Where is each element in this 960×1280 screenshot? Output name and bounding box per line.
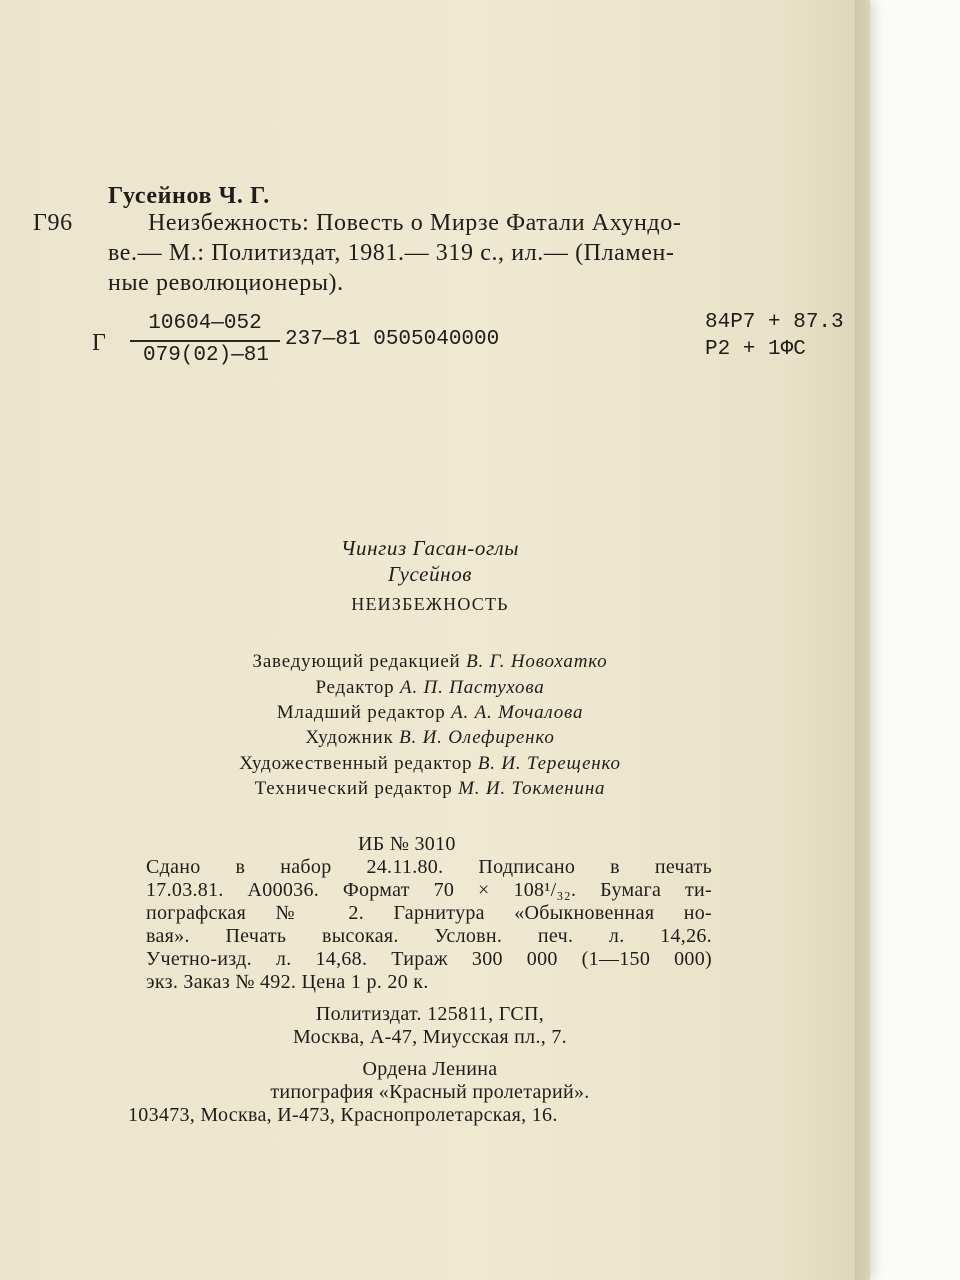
credit-person: В. И. Терещенко xyxy=(477,753,621,774)
credit-line-1 xyxy=(130,651,730,673)
credit-person: М. И. Токменина xyxy=(458,778,606,799)
author-name-line-2: Гусейнов xyxy=(387,562,473,586)
credit-role: Художественный редактор xyxy=(239,753,473,774)
description-line-2: ве.— М.: Политиздат, 1981.— 319 с., ил.— (Пламен- xyxy=(108,240,675,266)
imprint-line-5: Учетно-изд. л. 14,68. Тираж 300 000 (1—150 000) xyxy=(146,948,712,970)
credit-person: А. А. Мочалова xyxy=(451,702,584,723)
credit-person: А. П. Пастухова xyxy=(400,677,545,698)
shelf-code: Г96 xyxy=(33,210,73,236)
description-line-1: Неизбежность: Повесть о Мирзе Фатали Ахундо- xyxy=(148,210,682,236)
imprint-line-3: пографская № 2. Гарнитура «Обыкновенная но- xyxy=(146,902,712,924)
author-heading: Гусейнов Ч. Г. xyxy=(108,183,270,209)
description-line-3: ные революционеры). xyxy=(108,270,344,296)
credit-role: Младший редактор xyxy=(276,702,446,723)
fraction-line xyxy=(130,340,280,342)
index-letter: Г xyxy=(92,330,107,356)
printer-line-2: типография «Красный пролетарий». xyxy=(270,1081,590,1103)
credit-role: Художник xyxy=(305,727,394,748)
credit-line-4 xyxy=(130,727,730,749)
imprint-line-1: Сдано в набор 24.11.80. Подписано в печать xyxy=(146,856,712,878)
printer-line-3: 103473, Москва, И-473, Краснопролетарская, 16. xyxy=(128,1104,558,1126)
credit-role: Технический редактор xyxy=(254,778,453,799)
index-numbers: 237—81 0505040000 xyxy=(285,328,500,351)
publisher-line-1: Политиздат. 125811, ГСП, xyxy=(315,1003,545,1025)
book-title: НЕИЗБЕЖНОСТЬ xyxy=(351,594,509,614)
imprint-line-4: вая». Печать высокая. Условн. печ. л. 14,26. xyxy=(146,925,712,947)
classification-line-1: 84Р7 + 87.3 xyxy=(705,311,844,334)
ib-number: ИБ № 3010 xyxy=(358,833,456,855)
fraction-numerator: 10604—052 xyxy=(148,312,262,335)
classification-line-2: Р2 + 1ФС xyxy=(705,338,806,361)
credit-line-5 xyxy=(130,753,730,775)
page-edge-shadow xyxy=(855,0,873,1280)
fraction-denominator: 079(02)—81 xyxy=(142,344,270,367)
credit-role: Заведующий редакцией xyxy=(252,651,461,672)
author-name-line-1: Чингиз Гасан-оглы xyxy=(340,536,520,560)
credit-line-2 xyxy=(130,677,730,699)
printer-line-1: Ордена Ленина xyxy=(362,1058,498,1080)
credit-person: В. И. Олефиренко xyxy=(399,727,555,748)
credit-line-6 xyxy=(130,778,730,800)
credit-line-3 xyxy=(130,702,730,724)
credit-person: В. Г. Новохатко xyxy=(466,651,608,672)
imprint-line-6: экз. Заказ № 492. Цена 1 р. 20 к. xyxy=(146,971,429,993)
credit-role: Редактор xyxy=(315,677,395,698)
imprint-line-2: 17.03.81. А00036. Формат 70 × 108¹/₃₂. Бумага ти- xyxy=(146,879,712,901)
publisher-line-2: Москва, А-47, Миусская пл., 7. xyxy=(293,1026,567,1048)
